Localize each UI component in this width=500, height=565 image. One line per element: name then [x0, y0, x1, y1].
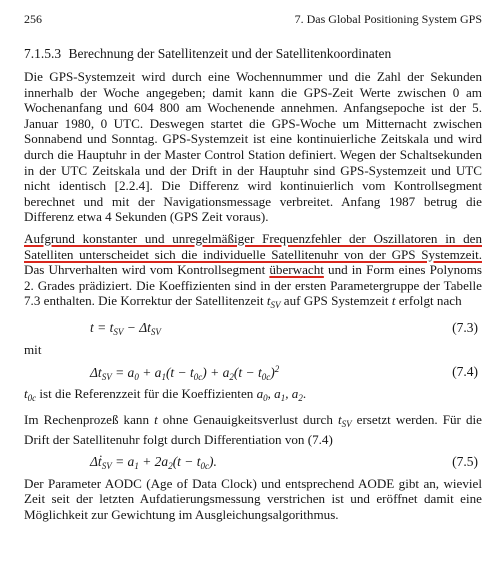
section-title: Berechnung der Satellitenzeit und der Satellitenkoordinaten: [68, 46, 392, 61]
equation-number: (7.4): [452, 363, 478, 379]
paragraph-aodc: Der Parameter AODC (Age of Data Clock) und entsprechend AODE gibt an, wieviel Zeit seit der letzten Aufdatierungsmessung verstrichen ist und eröffnet damit eine Möglichkeit zur Gewichtung im Ausgleichungsalgorithmus.: [24, 475, 482, 522]
paragraph-gps-time: Die GPS-Systemzeit wird durch eine Wochennummer und die Zahl der Sekunden innerhalb der Woche angegeben; damit kann die GPS-Zeit Werte zwischen 0 am Wochenanfang und 604 800 am Wochenende annehmen. Anfangsepoche ist der 5. Januar 1980, 0 UTC. Deswegen startet die GPS-Woche um Mitternacht zwischen Sonnabend und Sonntag. GPS-Systemzeit ist eine kontinuierliche Zeitskala und wird durch die Hauptuhr in der Master Control Station definiert. Wegen der Schaltsekunden in der UTC Zeitskala und der Drift in der Hauptuhr sind GPS-Systemzeit und UTC nicht identisch [2.2.4]. Die Differenz wird kontinuierlich vom Kontrollsegment berechnet und mit der Navigationsmessage verbreitet. Anfang 1987 betrug die Differenz etwa 4 Sekunden (GPS Zeit voraus).: [24, 69, 482, 225]
section-heading: [24, 46, 482, 62]
equation-7-5: [24, 448, 482, 476]
page-number: 256: [24, 12, 42, 26]
symbol-t: t: [391, 293, 396, 309]
equation-7-3: [24, 314, 482, 342]
equation-number: (7.3): [452, 319, 478, 335]
running-head: [24, 10, 482, 28]
equation-7-4-expression: $\Delta t_{SV} = a_0 + a_1(t - t_{0c}) + a_2(t - t_{0c})^2$: [90, 363, 280, 382]
symbol-t-sv: $t_{SV}$: [266, 293, 281, 311]
paragraph-reference-time: $t_{0c}$ ist die Referenzzeit für die Koeffizienten $a_0$, $a_1$, $a_2$.: [24, 385, 307, 403]
paragraph-computation: Im Rechenprozeß kann t ohne Genauigkeitsverlust durch $t_{SV}$ ersetzt werden. Für die Drift der Satellitenuhr folgt durch Differentiation von (7.4): [24, 411, 482, 448]
text-mit: mit: [24, 341, 42, 357]
chapter-title: 7. Das Global Positioning System GPS: [294, 12, 482, 26]
section-number: 7.1.5.3: [24, 46, 62, 61]
underlined-word: überwacht: [269, 262, 324, 278]
equation-7-3-expression: $t = t_{SV} - \Delta t_{SV}$: [90, 319, 161, 337]
equation-7-5-expression: Δṫ$_{SV}$ = $a_1 + 2a_2(t - t_{0c})$.: [90, 453, 217, 471]
book-page: [24, 10, 482, 522]
equation-7-4: [24, 358, 482, 386]
equation-number: (7.5): [452, 453, 478, 469]
paragraph-clock-behaviour: Aufgrund konstanter und unregelmäßiger Frequenzfehler der Oszillatoren in den Satelliten unterscheidet sich die individuelle Satellitenuhr von der GPS Systemzeit. Das Uhrverhalten wird vom Kontrollsegment überwacht und in Form eines Polynoms 2. Grades prädiziert. Die Koeffizienten sind in der ersten Parametergruppe der Tabelle 7.3 enthalten. Die Korrektur der Satellitenzeit $t_{SV}$ auf GPS Systemzeit t erfolgt nach: [24, 230, 483, 311]
underlined-sentence: Aufgrund konstanter und unregelmäßiger Frequenzfehler der Oszillatoren in den Satelliten unterscheidet sich die individuelle Satellitenuhr von der GPS Systemzeit.: [24, 230, 482, 262]
